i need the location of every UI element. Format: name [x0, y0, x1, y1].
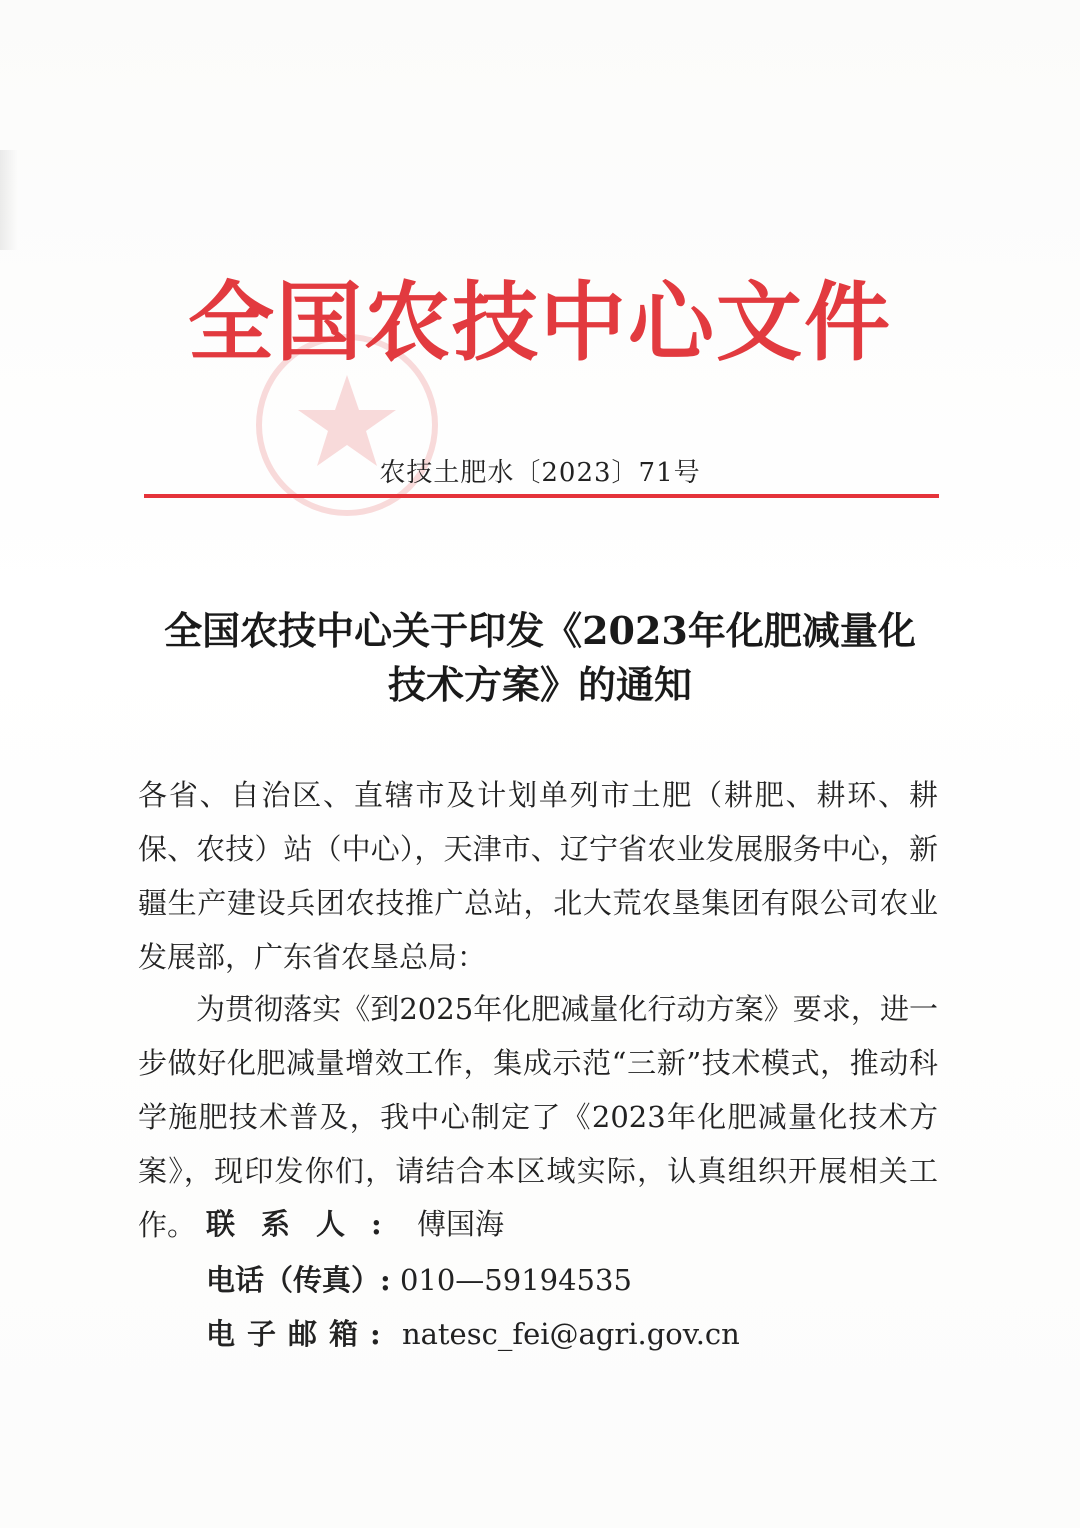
notice-title-line-2: 技术方案》的通知 [387, 662, 692, 707]
scan-edge-mark [0, 150, 18, 250]
contact-email-row [206, 1312, 740, 1353]
main-paragraph: 为贯彻落实《到2025年化肥减量化行动方案》要求，进一步做好化肥减量增效工作，集成示范“三新”技术模式，推动科学施肥技术普及，我中心制定了《2023年化肥减量化技术方案》，现印发你们，请结合本区域实际，认真组织开展相关工作。 [138, 992, 938, 1242]
document-number: 农技土肥水〔2023〕71号 [379, 458, 701, 488]
contact-phone-row [206, 1258, 632, 1299]
addressee-paragraph: 各省、自治区、直辖市及计划单列市土肥（耕肥、耕环、耕保、农技）站（中心），天津市、辽宁省农业发展服务中心，新疆生产建设兵团农技推广总站，北大荒农垦集团有限公司农业发展部，广东省农垦总局： [138, 778, 938, 974]
contact-phone-label: 电话（传真）: [206, 1263, 391, 1297]
contact-person-row [206, 1202, 504, 1243]
issuer-title: 全国农技中心文件 [188, 272, 892, 373]
contact-phone-value: 010—59194535 [399, 1263, 632, 1297]
contact-person-value: 傅国海 [416, 1207, 504, 1241]
contact-person-label: 联系人: [206, 1207, 408, 1241]
notice-title-line-1: 全国农技中心关于印发《2023年化肥减量化 [164, 608, 916, 653]
notice-title [120, 604, 960, 712]
contact-email-label: 电子邮箱: [206, 1317, 393, 1351]
red-divider [144, 494, 939, 498]
contact-email-value: natesc_fei@agri.gov.cn [401, 1317, 740, 1351]
